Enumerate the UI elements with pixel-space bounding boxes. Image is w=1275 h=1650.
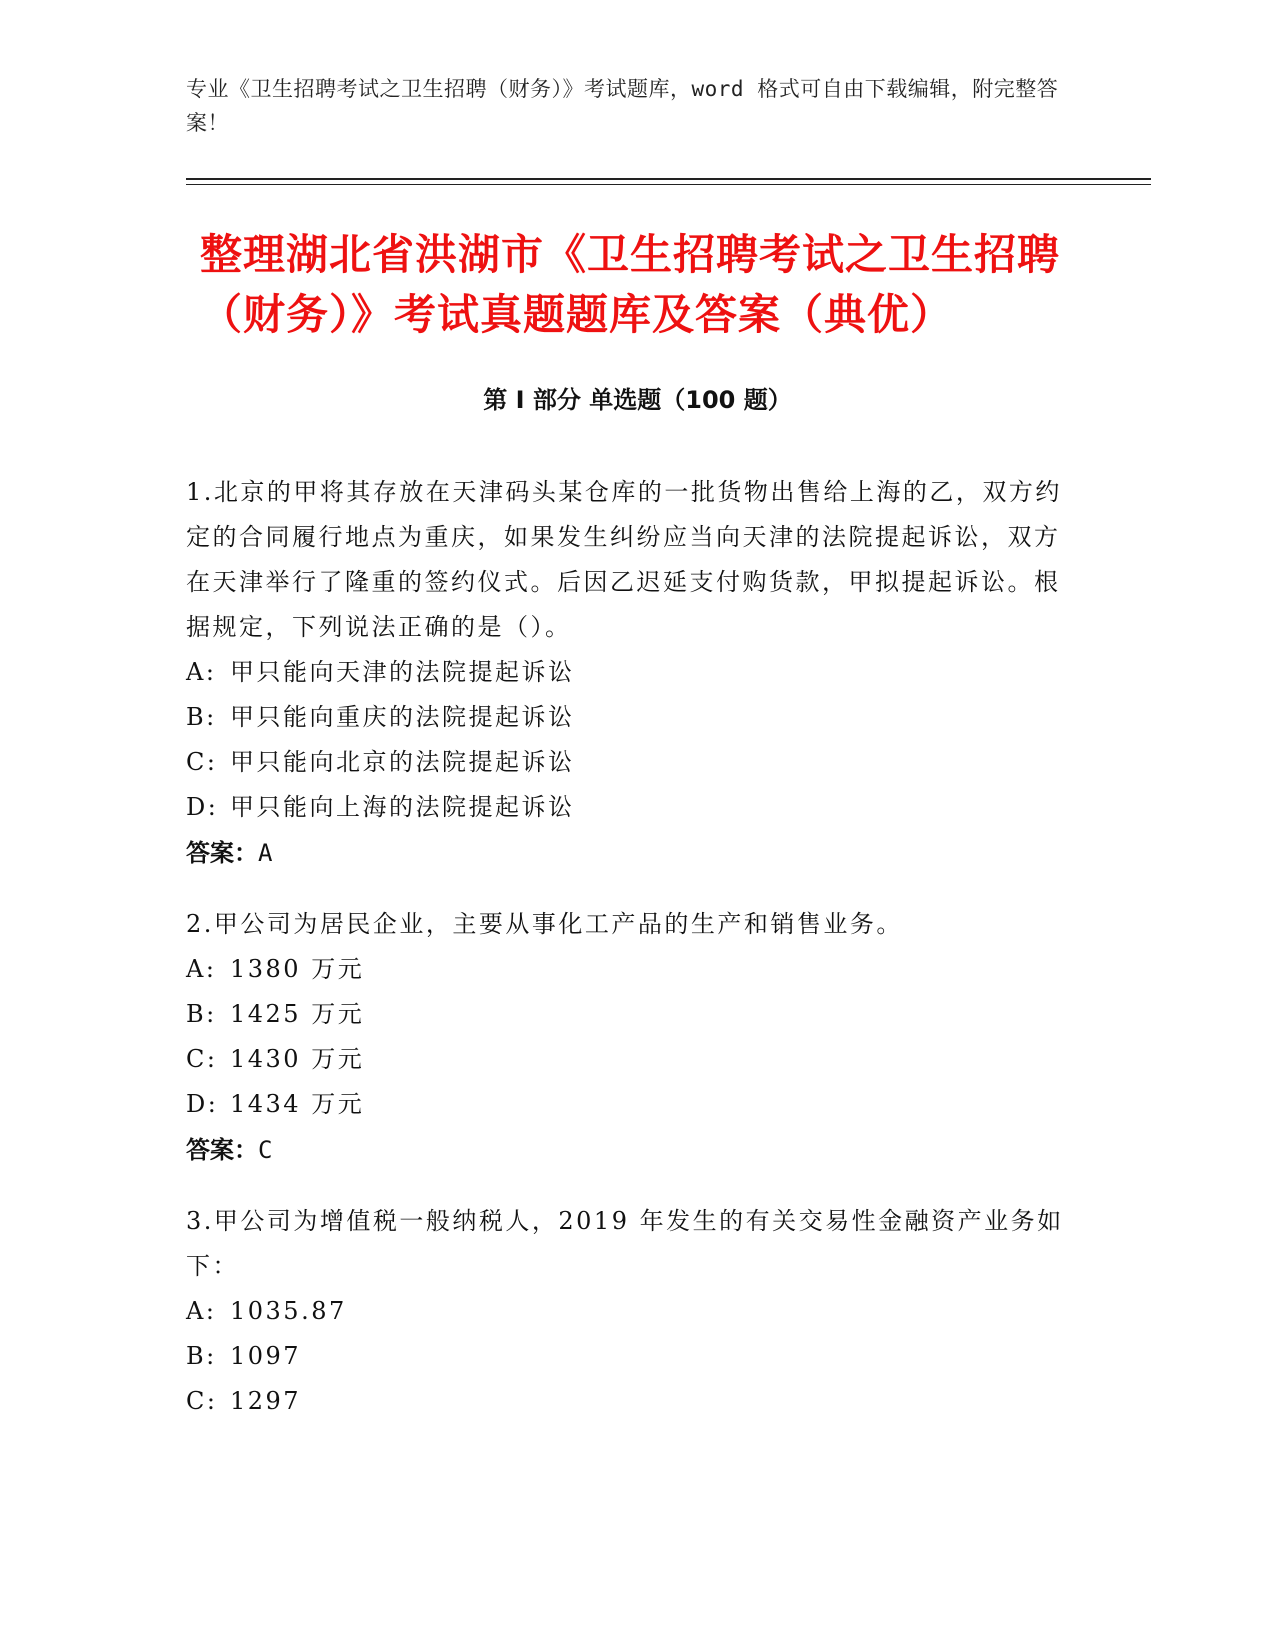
question-stem: 2.甲公司为居民企业，主要从事化工产品的生产和销售业务。 [186,910,903,938]
option-a [186,650,1066,695]
option-text: 1380 万元 [230,955,365,983]
option-text: 甲只能向上海的法院提起诉讼 [230,793,575,821]
option-a [186,1289,1066,1334]
option-key: D: [186,793,219,821]
option-b [186,1334,1066,1379]
question-list [186,470,1066,1450]
question-3 [186,1199,1066,1424]
question-2 [186,902,1066,1173]
option-c [186,1037,1066,1082]
option-text: 1097 [230,1342,302,1370]
option-c [186,740,1066,785]
option-key: C: [186,1387,218,1415]
option-d [186,1082,1066,1127]
option-key: D: [186,1090,219,1118]
option-key: C: [186,748,218,776]
answer-value: A [258,839,273,867]
option-key: A: [186,1297,217,1325]
option-c [186,1379,1066,1424]
option-text: 甲只能向北京的法院提起诉讼 [230,748,575,776]
document-title: 整理湖北省洪湖市《卫生招聘考试之卫生招聘（财务）》考试真题题库及答案（典优） [200,230,1061,339]
option-text: 1434 万元 [230,1090,365,1118]
question-1 [186,470,1066,876]
option-text: 1430 万元 [230,1045,365,1073]
option-text: 甲只能向重庆的法院提起诉讼 [230,703,575,731]
answer-label: 答案： [186,839,258,867]
header-divider-thin [186,184,1151,185]
option-text: 1035.87 [230,1297,347,1325]
option-key: B: [186,1000,217,1028]
option-b [186,695,1066,740]
header-note: 专业《卫生招聘考试之卫生招聘（财务）》考试题库，word 格式可自由下载编辑，附完整答案！ [186,77,1059,135]
option-text: 1425 万元 [230,1000,365,1028]
option-key: B: [186,1342,217,1370]
option-d [186,785,1066,830]
option-text: 甲只能向天津的法院提起诉讼 [230,658,575,686]
option-key: B: [186,703,217,731]
answer-line [186,1127,1066,1173]
option-key: A: [186,658,217,686]
option-key: A: [186,955,217,983]
option-b [186,992,1066,1037]
answer-line [186,830,1066,876]
question-stem: 1.北京的甲将其存放在天津码头某仓库的一批货物出售给上海的乙，双方约定的合同履行地点为重庆，如果发生纠纷应当向天津的法院提起诉讼，双方在天津举行了隆重的签约仪式。后因乙迟延支付购货款，甲拟提起诉讼。根据规定，下列说法正确的是（）。 [186,478,1062,641]
option-a [186,947,1066,992]
question-stem: 3.甲公司为增值税一般纳税人，2019 年发生的有关交易性金融资产业务如下： [186,1207,1064,1280]
section-heading: 第 I 部分 单选题（100 题） [483,386,792,414]
option-key: C: [186,1045,218,1073]
answer-label: 答案： [186,1136,258,1164]
header-divider-thick [186,178,1151,180]
answer-value: C [258,1136,273,1164]
option-text: 1297 [230,1387,302,1415]
